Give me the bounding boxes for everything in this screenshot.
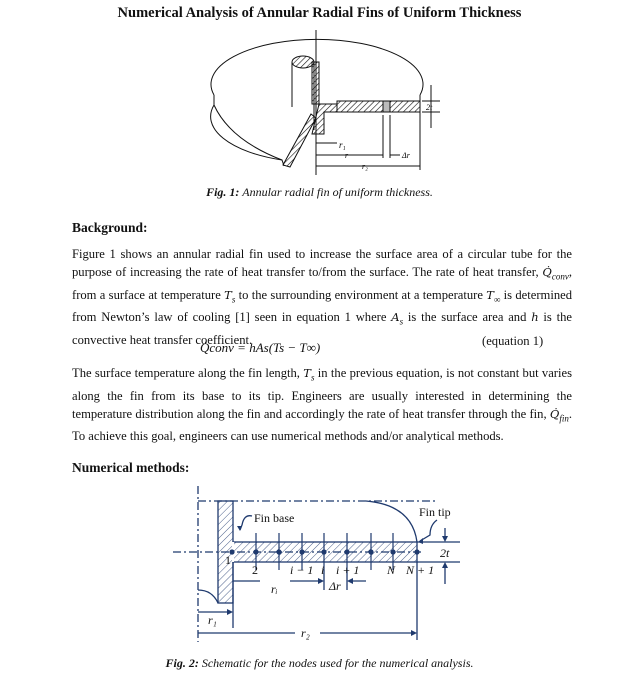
fig2-2t-label: 2t bbox=[440, 546, 450, 560]
fig2-node-1-label: 1 bbox=[225, 553, 231, 567]
fig2-node-i-label: i bbox=[321, 563, 325, 577]
fig2-r2-label: r₂ bbox=[301, 626, 310, 640]
fig2-fin-tip-label: Fin tip bbox=[419, 505, 451, 519]
fig2-node-2-label: 2 bbox=[252, 563, 258, 577]
figure-2-caption: Fig. 2: Schematic for the nodes used for the numerical analysis. bbox=[165, 656, 474, 670]
equation-1-label: (equation 1) bbox=[482, 334, 544, 348]
fig1-label-2t: 2t bbox=[426, 103, 433, 112]
node-point bbox=[344, 549, 349, 554]
node-point bbox=[414, 549, 419, 554]
background-paragraph-2: The surface temperature along the fin length, $T_s$ in the previous equation, is not constant but varies along the fin from its base to its tip. Engineers are usually interested in determining the temperature distribution along the fin and accordingly the rate of heat transfer through the fin, $Q̇_{fin}$. To achieve this goal, engineers can use numerical methods and/or analytical methods. bbox=[72, 366, 572, 444]
equation-1: Q̇conv = hAs(Ts − T∞) bbox=[200, 340, 321, 355]
node-point bbox=[276, 549, 281, 554]
document-title: Numerical Analysis of Annular Radial Fins of Uniform Thickness bbox=[117, 5, 522, 21]
numerical-methods-heading: Numerical methods: bbox=[72, 460, 190, 475]
background-heading: Background: bbox=[72, 220, 148, 235]
fig2-r1-label: r₁ bbox=[208, 613, 217, 627]
node-point bbox=[253, 549, 258, 554]
fig1-label-r1: r₁ bbox=[339, 140, 346, 150]
node-point bbox=[321, 549, 326, 554]
fig2-ri-label: rᵢ bbox=[271, 582, 278, 596]
background-paragraph-1: Figure 1 shows an annular radial fin used to increase the surface area of a circular tube for the purpose of increasing the rate of heat transfer to/from the surface. The rate of heat transfer, $Q̇_{conv}$, from a surface at temperature $T_s$ to the surrounding environment at a temperature $T_\infty$ is determined from Newton’s law of cooling [1] seen in equation 1 where $A_s$ is the surface area and h is the convective heat transfer coefficient. bbox=[72, 247, 573, 347]
fig2-node-i-plus-1-label: i + 1 bbox=[336, 563, 360, 577]
fig1-label-r: r bbox=[345, 151, 349, 160]
fig2-node-N-label: N bbox=[387, 563, 396, 577]
fig2-fin-base-label: Fin base bbox=[254, 511, 295, 525]
fig2-node-N-plus-1-label: N + 1 bbox=[406, 563, 435, 577]
fig2-dr-label: Δr bbox=[329, 579, 341, 593]
fig1-label-r2: r₂ bbox=[362, 162, 368, 171]
node-point bbox=[299, 549, 304, 554]
fig1-label-dr: Δr bbox=[402, 151, 410, 160]
fig2-node-i-minus-1-label: i − 1 bbox=[290, 563, 314, 577]
node-point bbox=[390, 549, 395, 554]
figure-1-caption: Fig. 1: Annular radial fin of uniform thickness. bbox=[206, 185, 433, 199]
node-point bbox=[368, 549, 373, 554]
